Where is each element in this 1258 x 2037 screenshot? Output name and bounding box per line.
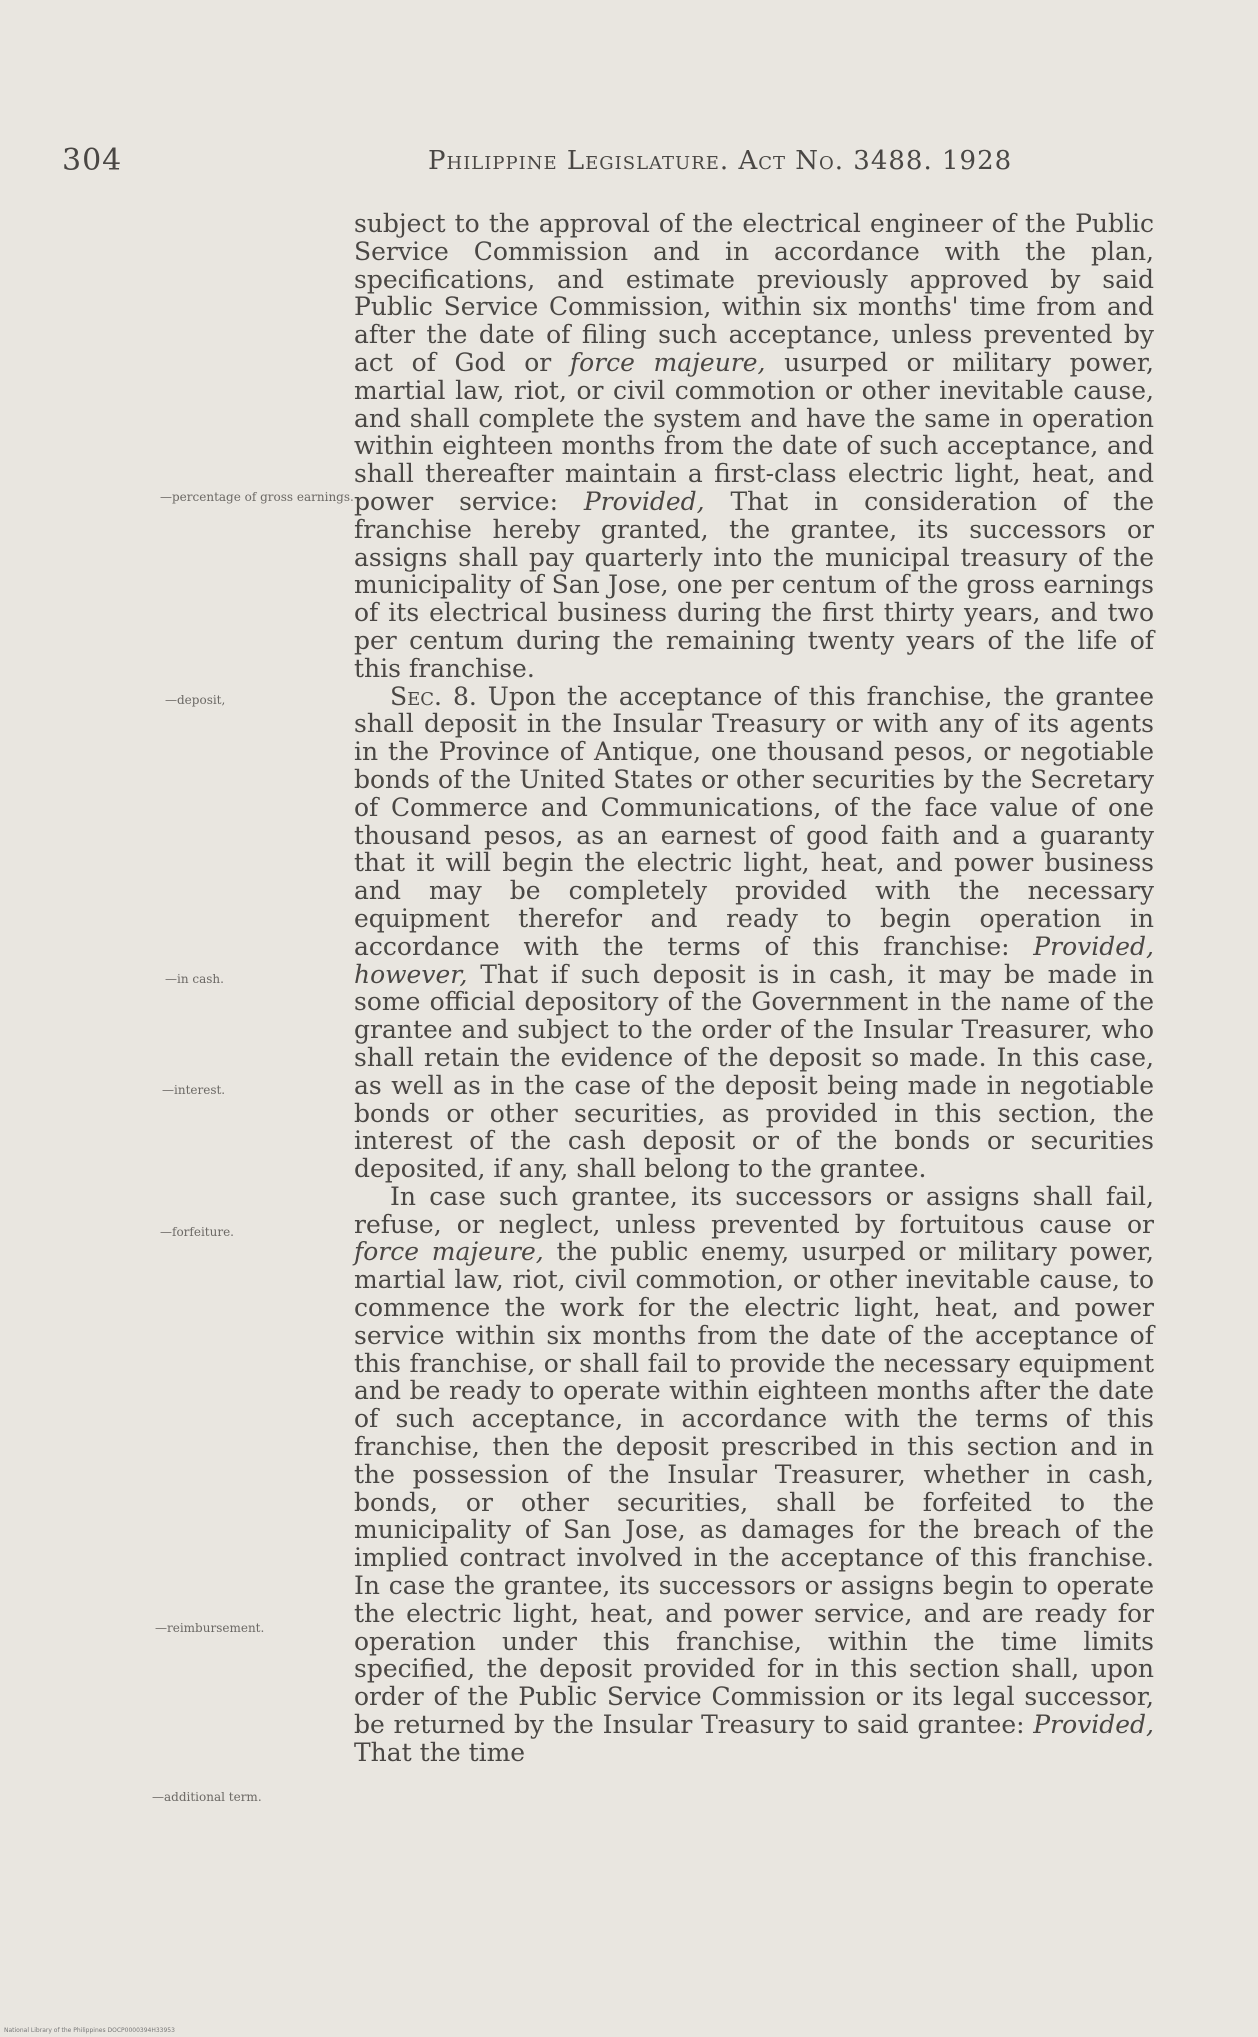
- text-span: That the time: [354, 1737, 526, 1767]
- margin-note-additional-term: —additional term.: [152, 1790, 262, 1804]
- text-span: Upon the acceptance of this franchise, the grantee shall deposit in the Insular Treasury or with any of its agents in the Province of Antique, one thousand pesos, or negotiable bonds of the United States or other securities by the Secretary of Commerce and Communications, of the face value of one thousand pesos, as an earnest of good faith and a guaranty that it will begin the electric light, heat, and power business and may be completely provided with the necessary equipment therefor and ready to begin operation in accordance with the terms of this franchise:: [354, 681, 1154, 961]
- margin-note-in-cash: —in cash.: [165, 972, 224, 986]
- running-head: Philippine Legislature. Act No. 3488. 1928: [428, 146, 1013, 176]
- margin-note-interest: —interest.: [162, 1083, 226, 1097]
- text-span: That if such deposit is in cash, it may be made in some official depository of the Government in the name of the grantee and subject to the order of the Insular Treasurer, who shall retain the evidence of the deposit so made. In this case, as well as in the case of the deposit being made in negotiable bonds or other securities, as provided in this section, the interest of the cash deposit or of the bonds or securities deposited, if any, shall belong to the grantee.: [354, 959, 1154, 1184]
- footer-credit: National Library of the Philippines DOCP0000394H33953: [4, 2027, 175, 2034]
- italic-phrase: Provided,: [583, 486, 705, 516]
- text-span: the public enemy, usurped or military power, martial law, riot, civil commotion, or other inevitable cause, to commence the work for the electric light, heat, and power service within six months from the date of the acceptance of this franchise, or shall fail to provide the necessary equipment and be ready to operate within eighteen months after the date of such acceptance, in accordance with the terms of this franchise, then the deposit prescribed in this section and in the possession of the Insular Treasurer, whether in cash, bonds, or other securities, shall be forfeited to the municipality of San Jose, as damages for the breach of the implied contract involved in the acceptance of this franchise. In case the grantee, its successors or assigns begin to operate the electric light, heat, and power service, and are ready for operation under this franchise, within the time limits specified, the deposit provided for in this section shall, upon order of the Public Service Commission or its legal successor, be returned by the Insular Treasury to said grantee:: [354, 1237, 1154, 1740]
- paragraph-1: [354, 210, 1154, 683]
- text-span: usurped or military power, martial law, riot, or civil commotion or other inevitable cause, and shall complete the system and have the same in operation within eighteen months from the date of such acceptance, and shall thereafter maintain a first-class electric light, heat, and power service:: [354, 347, 1154, 516]
- margin-note-percentage: —percentage of gross earnings.: [160, 490, 354, 504]
- margin-note-forfeiture: —forfeiture.: [160, 1225, 234, 1239]
- text-span: In case such grantee, its successors or assigns shall fail, refuse, or neglect, unless prevented by fortuitous cause or: [354, 1181, 1154, 1239]
- section-label: Sec. 8.: [390, 681, 477, 711]
- text-span: subject to the approval of the electrical engineer of the Public Service Commission and in accordance with the plan, specifications, and estimate previously approved by said Public Service Commission, within six months' time from and after the date of filing such acceptance, unless prevented by act of God or: [354, 209, 1154, 377]
- paragraph-section-8: [354, 683, 1154, 1183]
- paragraph-3: [354, 1183, 1154, 1767]
- italic-phrase: force majeure,: [354, 1237, 544, 1267]
- text-span: That in consideration of the franchise hereby granted, the grantee, its successors or assigns shall pay quarterly into the municipal treasury of the municipality of San Jose, one per centum of the gross earnings of its electrical business during the first thirty years, and two per centum during the remaining twenty years of the life of this franchise.: [354, 486, 1154, 683]
- body-text: [354, 210, 1154, 1767]
- italic-phrase: Provided,: [1033, 1710, 1154, 1740]
- margin-note-deposit: —deposit,: [165, 693, 226, 707]
- page-number: 304: [62, 143, 123, 178]
- italic-phrase: force majeure,: [569, 347, 766, 377]
- italic-phrase: Provided, however,: [354, 931, 1154, 989]
- margin-note-reimbursement: —reimbursement.: [155, 1621, 265, 1635]
